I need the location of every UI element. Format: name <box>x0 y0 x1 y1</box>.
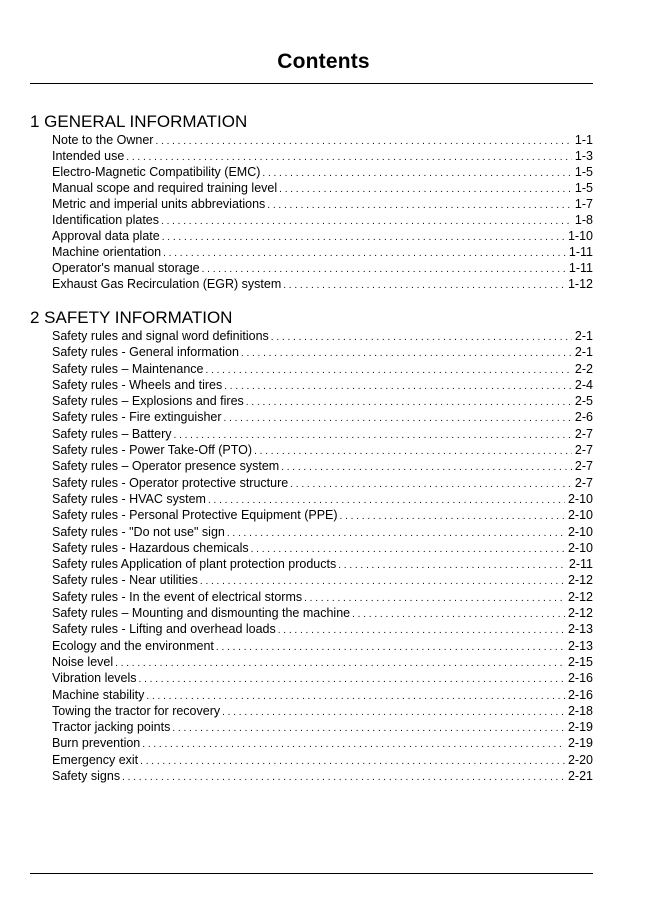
dot-leader <box>122 770 565 784</box>
dot-leader <box>174 428 572 442</box>
toc-entry-page: 1-10 <box>567 229 593 243</box>
toc-entry-page: 1-12 <box>567 277 593 291</box>
toc-entry-label: Safety rules – Battery <box>52 426 172 441</box>
toc-entry[interactable] <box>52 703 593 719</box>
toc-entry-label: Machine stability <box>52 687 145 702</box>
toc-entry-page: 2-2 <box>574 361 593 376</box>
dot-leader <box>352 607 565 621</box>
toc-entry-page: 2-19 <box>567 736 593 751</box>
toc-entry-label: Safety rules - General information <box>52 345 239 360</box>
toc-entry-label: Safety rules – Maintenance <box>52 361 204 376</box>
toc-entry[interactable] <box>52 735 593 751</box>
toc-entry[interactable] <box>52 638 593 654</box>
toc-entry-label: Safety rules – Explosions and fires <box>52 394 244 409</box>
toc-entry-label: Safety rules – Operator presence system <box>52 459 280 474</box>
page-title: Contents <box>277 50 370 73</box>
toc-entry-label: Note to the Owner <box>52 133 154 147</box>
toc-entry-page: 2-10 <box>567 508 593 523</box>
dot-leader <box>262 166 572 180</box>
toc-entry[interactable] <box>52 244 593 260</box>
dot-leader <box>251 542 565 556</box>
toc-entry-label: Safety rules - Near utilities <box>52 573 198 588</box>
dot-leader <box>216 640 565 654</box>
toc-entry[interactable] <box>52 687 593 703</box>
toc-entry-page: 2-1 <box>574 345 593 360</box>
toc-entry[interactable] <box>52 409 593 425</box>
toc-entry-page: 1-11 <box>568 261 593 275</box>
toc-entry[interactable] <box>52 212 593 228</box>
toc-entry-label: Machine orientation <box>52 245 162 259</box>
toc-entry-label: Safety rules - Power Take-Off (PTO) <box>52 443 253 458</box>
toc-entry[interactable] <box>52 458 593 474</box>
dot-leader <box>224 379 572 393</box>
dot-leader <box>172 721 565 735</box>
toc-entry[interactable] <box>52 475 593 491</box>
toc-entry-page: 2-12 <box>567 573 593 588</box>
toc-entry[interactable] <box>52 654 593 670</box>
toc-list <box>30 132 593 292</box>
dot-leader <box>224 411 572 425</box>
toc-entry-label: Safety rules - "Do not use" sign <box>52 524 225 539</box>
toc-entry-page: 2-12 <box>567 589 593 604</box>
toc-entry-page: 1-3 <box>574 149 593 163</box>
toc-entry-label: Operator's manual storage <box>52 261 200 275</box>
dot-leader <box>162 230 565 244</box>
toc-list <box>30 328 593 784</box>
toc-entry-page: 2-15 <box>567 654 593 669</box>
toc-entry-page: 2-18 <box>567 703 593 718</box>
dot-leader <box>126 150 572 164</box>
toc-entry[interactable] <box>52 442 593 458</box>
toc-entry[interactable] <box>52 540 593 556</box>
dot-leader <box>208 493 565 507</box>
toc-entry-page: 2-20 <box>567 752 593 767</box>
toc-entry-label: Safety rules - In the event of electrical storms <box>52 589 303 604</box>
toc-entry-page: 2-13 <box>567 638 593 653</box>
toc-entry-label: Burn prevention <box>52 736 141 751</box>
dot-leader <box>271 330 572 344</box>
toc-entry[interactable] <box>52 719 593 735</box>
toc-entry-page: 1-5 <box>574 165 593 179</box>
dot-leader <box>115 656 565 670</box>
toc-entry-label: Safety rules - Operator protective structure <box>52 475 289 490</box>
toc-entry-label: Towing the tractor for recovery <box>52 703 221 718</box>
toc-entry-page: 2-10 <box>567 540 593 555</box>
toc-entry-label: Identification plates <box>52 213 160 227</box>
dot-leader <box>254 444 572 458</box>
dot-leader <box>281 460 572 474</box>
section-heading: 1 GENERAL INFORMATION <box>30 112 248 131</box>
toc-entry[interactable] <box>52 507 593 523</box>
section-heading: 2 SAFETY INFORMATION <box>30 308 233 327</box>
dot-leader <box>283 278 565 292</box>
toc-entry[interactable] <box>52 164 593 180</box>
toc-entry[interactable] <box>52 180 593 196</box>
dot-leader <box>161 214 572 228</box>
toc-entry-label: Ecology and the environment <box>52 638 214 653</box>
dot-leader <box>338 558 566 572</box>
toc-entry-page: 2-13 <box>567 622 593 637</box>
dot-leader <box>200 574 565 588</box>
toc-entry[interactable] <box>52 228 593 244</box>
toc-entry-page: 1-5 <box>574 181 593 195</box>
toc-entry-label: Safety rules Application of plant protection products <box>52 557 337 572</box>
dot-leader <box>227 526 565 540</box>
toc-entry-label: Safety rules and signal word definitions <box>52 329 269 343</box>
dot-leader <box>278 623 565 637</box>
toc-entry-page: 2-16 <box>567 671 593 686</box>
dot-leader <box>163 246 566 260</box>
section-general-information <box>30 112 593 292</box>
toc-entry-page: 2-7 <box>574 426 593 441</box>
toc-entry-label: Safety rules - Fire extinguisher <box>52 410 222 425</box>
dot-leader <box>140 754 565 768</box>
toc-entry[interactable] <box>52 605 593 621</box>
toc-entry-label: Safety rules - Lifting and overhead loads <box>52 622 276 637</box>
toc-entry-page: 2-7 <box>574 443 593 458</box>
section-safety-information <box>30 308 593 784</box>
toc-entry-page: 2-19 <box>567 720 593 735</box>
toc-entry-label: Tractor jacking points <box>52 720 171 735</box>
toc-entry-label: Safety rules – Mounting and dismounting the machine <box>52 606 351 621</box>
toc-entry[interactable] <box>52 361 593 377</box>
toc-entry-label: Safety rules - HVAC system <box>52 491 206 506</box>
dot-leader <box>246 395 572 409</box>
dot-leader <box>155 134 571 148</box>
toc-entry[interactable] <box>52 132 593 148</box>
toc-entry-label: Intended use <box>52 149 125 163</box>
dot-leader <box>340 509 565 523</box>
toc-entry[interactable] <box>52 670 593 686</box>
dot-leader <box>142 737 565 751</box>
toc-entry-page: 1-1 <box>574 133 593 147</box>
toc-entry-page: 2-10 <box>567 491 593 506</box>
dot-leader <box>279 182 572 196</box>
toc-entry-page: 2-7 <box>574 475 593 490</box>
toc-entry-label: Emergency exit <box>52 752 139 767</box>
dot-leader <box>202 262 566 276</box>
toc-entry-page: 2-6 <box>574 410 593 425</box>
toc-entry-page: 2-5 <box>574 394 593 409</box>
dot-leader <box>290 477 572 491</box>
toc-entry[interactable] <box>52 572 593 588</box>
bottom-divider <box>30 873 593 874</box>
toc-entry-page: 1-7 <box>574 197 593 211</box>
toc-entry-label: Safety signs <box>52 769 121 784</box>
toc-entry-label: Manual scope and required training level <box>52 181 278 195</box>
toc-entry[interactable] <box>52 148 593 164</box>
toc-entry-page: 2-10 <box>567 524 593 539</box>
dot-leader <box>139 672 565 686</box>
toc-entry-page: 1-8 <box>574 213 593 227</box>
toc-entry[interactable] <box>52 491 593 507</box>
toc-entry[interactable] <box>52 276 593 292</box>
toc-entry-label: Metric and imperial units abbreviations <box>52 197 266 211</box>
toc-entry[interactable] <box>52 426 593 442</box>
toc-entry-label: Safety rules - Wheels and tires <box>52 377 223 392</box>
dot-leader <box>205 363 571 377</box>
toc-entry[interactable] <box>52 524 593 540</box>
toc-entry[interactable] <box>52 621 593 637</box>
toc-entry[interactable] <box>52 393 593 409</box>
toc-entry[interactable] <box>52 260 593 276</box>
toc-entry-page: 2-11 <box>568 557 593 572</box>
toc-entry[interactable] <box>52 589 593 605</box>
top-divider <box>30 83 593 84</box>
toc-entry-label: Safety rules - Hazardous chemicals <box>52 540 249 555</box>
toc-entry-label: Electro-Magnetic Compatibility (EMC) <box>52 165 261 179</box>
dot-leader <box>267 198 572 212</box>
dot-leader <box>304 591 565 605</box>
toc-entry-page: 2-7 <box>574 459 593 474</box>
dot-leader <box>222 705 565 719</box>
toc-entry[interactable] <box>52 768 593 784</box>
toc-entry-label: Safety rules - Personal Protective Equipment (PPE) <box>52 508 338 523</box>
toc-entry[interactable] <box>52 344 593 360</box>
toc-entry-page: 2-12 <box>567 606 593 621</box>
toc-entry-label: Noise level <box>52 654 114 669</box>
dot-leader <box>241 346 572 360</box>
toc-entry-page: 1-11 <box>568 245 593 259</box>
toc-entry[interactable] <box>52 328 593 344</box>
dot-leader <box>146 689 565 703</box>
toc-entry[interactable] <box>52 377 593 393</box>
toc-entry[interactable] <box>52 752 593 768</box>
toc-entry[interactable] <box>52 556 593 572</box>
toc-entry[interactable] <box>52 196 593 212</box>
toc-entry-page: 2-4 <box>574 377 593 392</box>
toc-entry-page: 2-16 <box>567 687 593 702</box>
toc-entry-label: Exhaust Gas Recirculation (EGR) system <box>52 277 282 291</box>
toc-entry-label: Approval data plate <box>52 229 160 243</box>
toc-entry-page: 2-1 <box>574 329 593 343</box>
toc-entry-label: Vibration levels <box>52 671 137 686</box>
toc-entry-page: 2-21 <box>567 769 593 784</box>
